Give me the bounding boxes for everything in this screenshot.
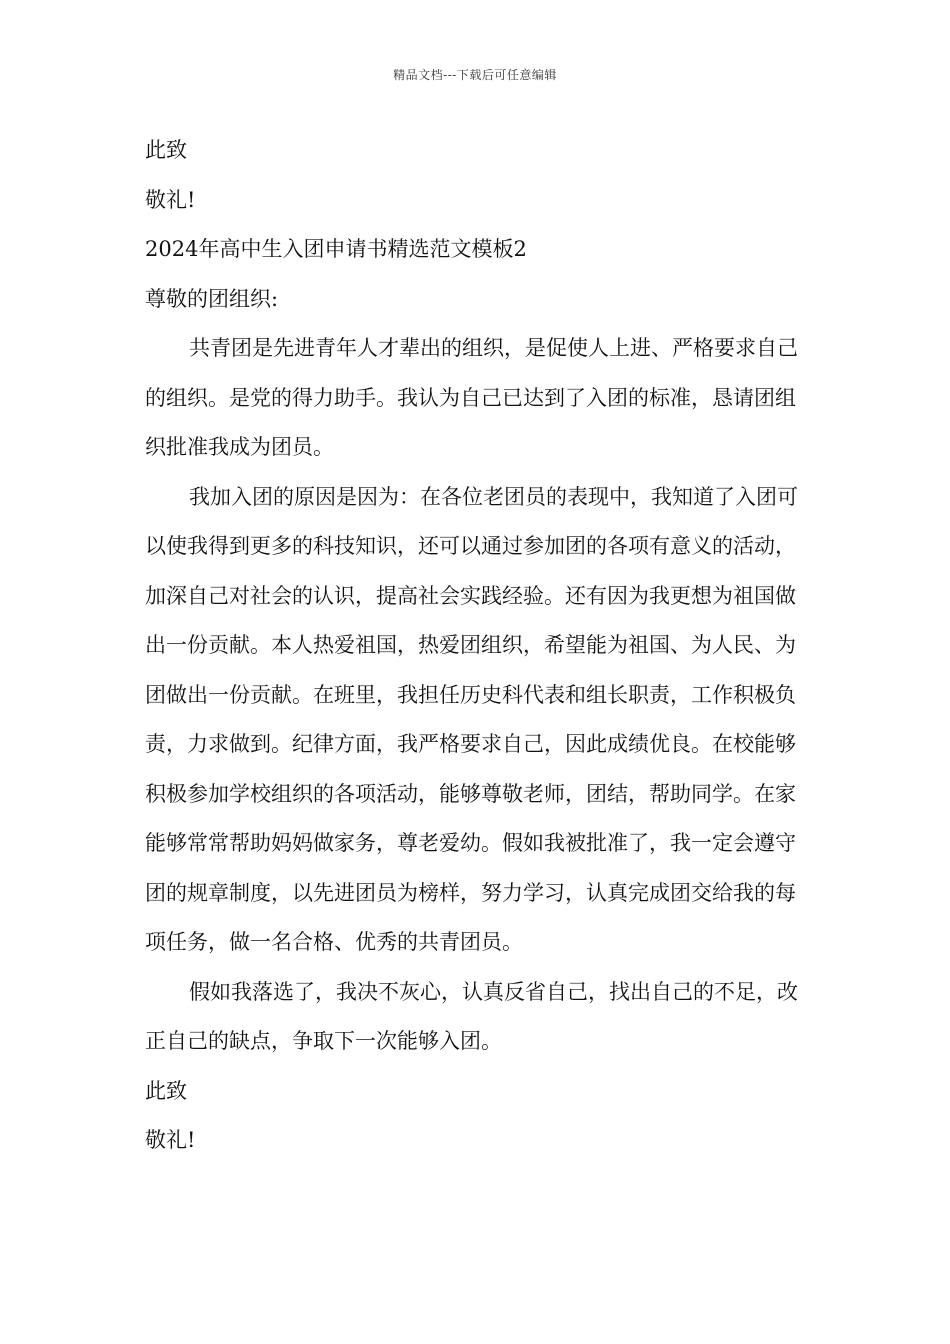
document-body (145, 126, 810, 1166)
closing-line-1: 此致 (145, 138, 187, 162)
paragraph-2: 我加入团的原因是因为：在各位老团员的表现中，我知道了入团可以使我得到更多的科技知识，还可以通过参加团的各项有意义的活动，加深自己对社会的认识，提高社会实践经验。还有因为我更想为祖国做出一份贡献。本人热爱祖国，热爱团组织，希望能为祖国、为人民、为团做出一份贡献。在班里，我担任历史科代表和组长职责，工作积极负责，力求做到。纪律方面，我严格要求自己，因此成绩优良。在校能够积极参加学校组织的各项活动，能够尊敬老师，团结，帮助同学。在家能够常常帮助妈妈做家务，尊老爱幼。假如我被批准了，我一定会遵守团的规章制度，以先进团员为榜样，努力学习，认真完成团交给我的每项任务，做一名合格、优秀的共青团员。 (145, 484, 798, 954)
section-title: 2024年高中生入团申请书精选范文模板2 (145, 237, 527, 261)
closing-line-3: 此致 (145, 1078, 187, 1103)
closing-line-4: 敬礼! (145, 1128, 196, 1152)
paragraph-3: 假如我落选了，我决不灰心，认真反省自己，找出自己的不足，改正自己的缺点，争取下一次能够入团。 (145, 979, 798, 1053)
page-header: 精品文档---下载后可任意编辑 (393, 68, 557, 82)
paragraph-1: 共青团是先进青年人才辈出的组织，是促使人上进、严格要求自己的组织。是党的得力助手。我认为自己已达到了入团的标准，恳请团组织批准我成为团员。 (145, 336, 798, 459)
salutation: 尊敬的团组织: (145, 286, 279, 311)
closing-line-2: 敬礼! (145, 187, 196, 212)
